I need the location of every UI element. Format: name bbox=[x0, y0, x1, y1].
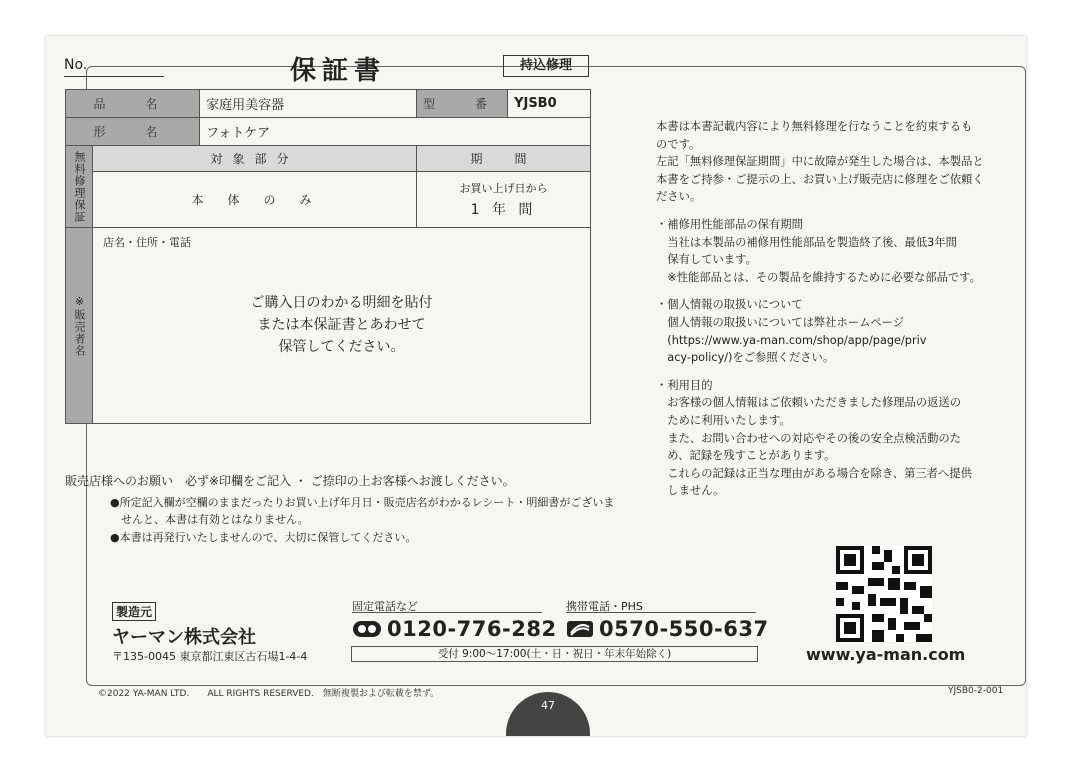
copyright: ©2022 YA-MAN LTD. ALL RIGHTS RESERVED. 無断複製および転載を禁ず。 bbox=[98, 689, 440, 699]
warranty-table bbox=[65, 89, 591, 424]
page-title: 保証書 bbox=[290, 56, 387, 86]
reception-hours: 受付 9:00〜17:00(土・日・祝日・年末年始除く) bbox=[351, 646, 758, 662]
document-code: YJSB0-2-001 bbox=[948, 686, 1004, 696]
fixed-phone-rule bbox=[352, 612, 542, 613]
carry-in-repair-badge: 持込修理 bbox=[503, 55, 589, 77]
period-line2: 1 年 間 bbox=[470, 202, 537, 218]
terms-p4-l5: め、記録を残すことがあります。 bbox=[656, 449, 836, 463]
product-name-value: 家庭用美容器 bbox=[200, 90, 417, 118]
model-number-label: 型 番 bbox=[417, 90, 508, 118]
page-number: 47 bbox=[506, 692, 590, 736]
notice-bullet1-line2: せんと、本書は有効とはなりません。 bbox=[110, 513, 309, 526]
qr-code-icon bbox=[836, 546, 932, 642]
manufacturer-tag: 製造元 bbox=[112, 602, 156, 621]
terms-p2-l3: 保有しています。 bbox=[656, 253, 757, 267]
qr-code bbox=[836, 546, 932, 642]
product-name-label: 品 名 bbox=[66, 90, 200, 118]
company-name: ヤーマン株式会社 bbox=[112, 627, 256, 648]
mobile-phone-rule bbox=[566, 612, 756, 613]
terms-p4-l7: しません。 bbox=[656, 484, 725, 498]
mobile-phone bbox=[566, 617, 769, 641]
terms-text bbox=[656, 118, 991, 510]
fixed-phone-number: 0120-776-282 bbox=[387, 617, 557, 641]
period-line1: お買い上げ日から bbox=[459, 182, 548, 195]
no-underline bbox=[64, 76, 164, 77]
terms-p1-l3: 左記「無料修理保証期間」中に故障が発生した場合は、本製品と bbox=[656, 155, 984, 169]
model-number-value: YJSB0 bbox=[508, 90, 591, 118]
seller-side-label: ※販売者名 bbox=[66, 228, 93, 424]
terms-p3-l1: ・個人情報の取扱いについて bbox=[656, 298, 803, 312]
freedial-icon bbox=[352, 619, 382, 639]
terms-p1-l1: 本書は本書記載内容により無料修理を行なうことを約束するも bbox=[656, 120, 973, 133]
website-url: www.ya-man.com bbox=[806, 645, 966, 664]
store-address-label: 店名・住所・電話 bbox=[103, 236, 191, 249]
terms-p1-l4: 本書をご持参・ご提示の上、お買い上げ販売店に修理をご依頼く bbox=[656, 172, 984, 186]
notice-bullet1-line1: ●所定記入欄が空欄のままだったりお買い上げ年月日・販売店名がわかるレシート・明細書がございま bbox=[110, 496, 615, 509]
free-repair-side-label: 無料修理保証 bbox=[66, 146, 93, 228]
terms-p4-l6: これらの記録は正当な理由がある場合を除き、第三者へ提供 bbox=[656, 466, 972, 480]
terms-p4-l1: ・利用目的 bbox=[656, 378, 713, 392]
terms-p1-l2: のです。 bbox=[656, 137, 701, 151]
model-name-label: 形 名 bbox=[66, 118, 200, 146]
paste-instruction-line2: または本保証書とあわせて bbox=[257, 317, 426, 333]
notice-bullet2: ●本書は再発行いたしませんので、大切に保管してください。 bbox=[110, 531, 417, 544]
dealer-notice: 販売店様へのお願い 必ず※印欄をご記入 ・ ご捺印の上お客様へお渡しください。 bbox=[65, 474, 515, 488]
paste-instruction-line1: ご購入日のわかる明細を貼付 bbox=[250, 295, 433, 311]
terms-p2-l1: ・補修用性能部品の保有期間 bbox=[656, 217, 803, 231]
terms-p2-l4: ※性能部品とは、その製品を維持するために必要な部品です。 bbox=[656, 270, 981, 284]
company-address: 〒135-0045 東京都江東区古石場1-4-4 bbox=[112, 650, 308, 663]
target-part-value: 本 体 の み bbox=[93, 172, 417, 228]
terms-p1-l5: ださい。 bbox=[656, 190, 702, 204]
terms-p4-l3: ために利用いたします。 bbox=[656, 413, 791, 427]
mobile-phone-number: 0570-550-637 bbox=[599, 617, 769, 641]
paste-instruction-line3: 保管してください。 bbox=[278, 339, 405, 355]
model-name-value: フォトケア bbox=[200, 118, 591, 146]
no-label: No. bbox=[64, 57, 88, 73]
target-part-header: 対象部分 bbox=[93, 146, 417, 172]
mobile-phone-label: 携帯電話・PHS bbox=[566, 600, 643, 613]
terms-p3-l3: (https://www.ya-man.com/shop/app/page/priv bbox=[656, 333, 927, 347]
terms-p4-l4: また、お問い合わせへの対応やその後の安全点検活動のた bbox=[656, 431, 962, 445]
fixed-phone-label: 固定電話など bbox=[352, 600, 418, 613]
terms-p3-l2: 個人情報の取扱いについては弊社ホームページ bbox=[656, 315, 905, 329]
terms-p2-l2: 当社は本製品の補修用性能部品を製造終了後、最低3年間 bbox=[656, 235, 957, 249]
terms-p4-l2: お客様の個人情報はご依頼いただきました修理品の返送の bbox=[656, 396, 962, 410]
period-header: 期 間 bbox=[417, 146, 591, 172]
navidial-icon bbox=[566, 619, 594, 639]
fixed-phone bbox=[352, 617, 557, 641]
terms-p3-l4: acy-policy/)をご参照ください。 bbox=[656, 351, 835, 365]
